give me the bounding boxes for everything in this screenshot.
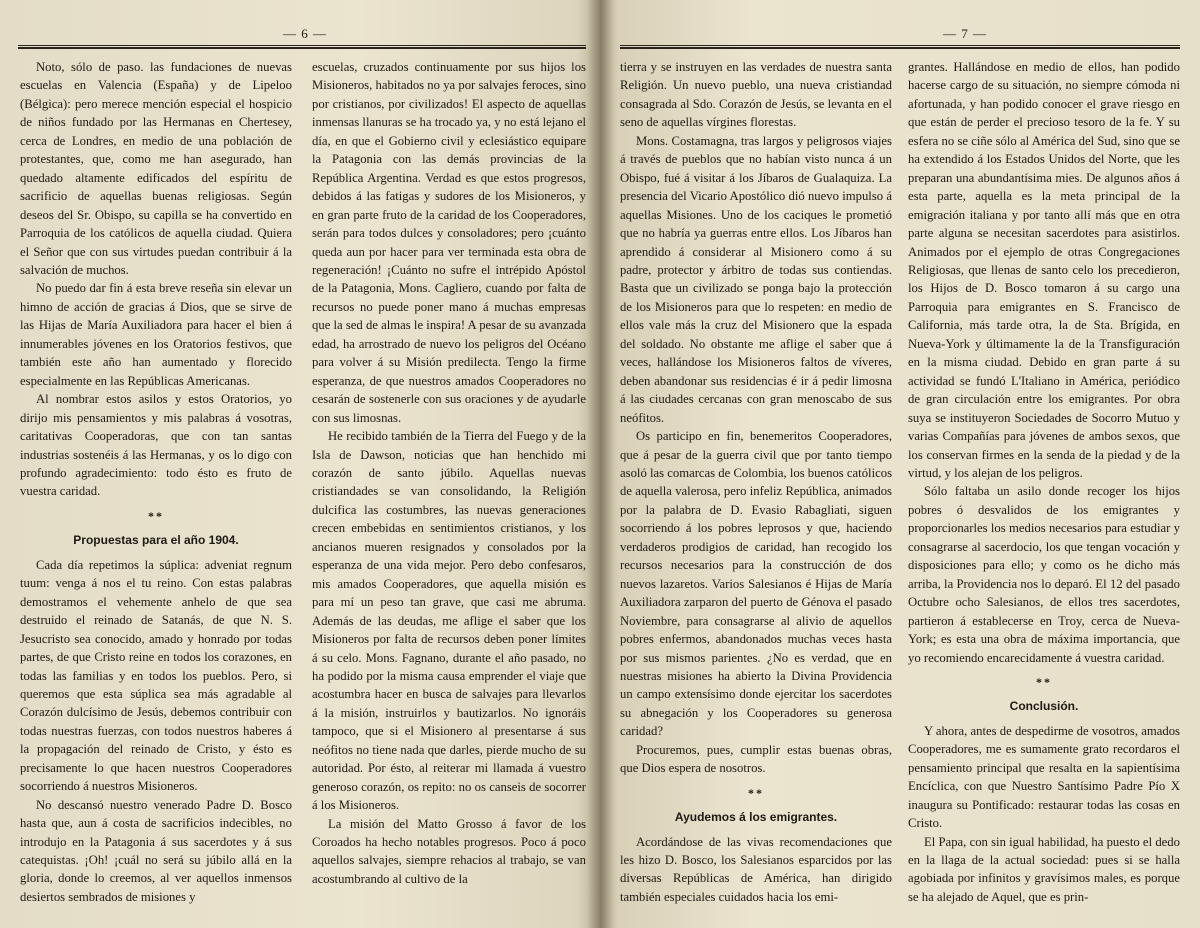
section-heading: Ayudemos á los emigrantes. <box>674 810 838 825</box>
paragraph: La misión del Matto Grosso á favor de los Coroados ha hecho notables progresos. Poco á poco aquellos salvajes, siempre rehacios al trabajo, se van acostumbrando al cultivo de la <box>312 816 586 886</box>
section-heading: Conclusión. <box>1009 699 1079 714</box>
paragraph: Sólo faltaba un asilo donde recoger los hijos pobres ó desvalidos de los emigrantes y proporcionarles los medios necesarios para estudiar y consagrarse al sacerdocio, los que tengan vocación y disposiciones para ello; y como os he dicho más arriba, la Providencia nos lo deparó. El 12 del pasado Octubre ocho Salesianos, de ellos tres sacerdotes, partieron á establecerse en Troy, cerca de Nueva-York; es esta una obra de máxima importancia, que yo recomiendo encarecidamente á vuestra caridad. <box>908 484 1180 665</box>
paragraph: Noto, sólo de paso. las fundaciones de nuevas escuelas en Valencia (España) y de Lipeloo (Bélgica): pero merece mención especial el hospicio de niños fundado por las Hermanas en Chertesey, cerca de Londres, en medio de una población de protestantes, que, como me han asegurado, han quedado altamente edificados del espíritu de sacrificio de aquellas buenas religiosas. Según deseos del Sr. Obispo, su capilla se ha convertido en Parroquia de los católicos de aquella ciudad. Quiera el Señor que con sus virtudes puedan contribuir á la salvación de muchos. <box>20 60 292 277</box>
paragraph: El Papa, con sin igual habilidad, ha puesto el dedo en la llaga de la actual sociedad: pues si se halla agobiada por infinitos y gravísimos males, es porque se ha alejado de Aquel, que es prin- <box>908 834 1180 904</box>
paragraph: He recibido también de la Tierra del Fuego y de la Isla de Dawson, noticias que han henchido mi corazón de santo júbilo. Aquellas nuevas cristiandades se van consolidando, la Religión dulcifica las costumbres, las nuevas generaciones crecen embebidas en sentimientos cristianos, y los ancianos mueren resignados y consolados por la esperanza de una vida mejor. Pero debo confesaros, mis amados Cooperadores, que aquella misión es para mí un peso tan grave, que casi me abruma. Además de las deudas, me aflige el saber que los Misioneros por falta de recursos deben poner límites á su celo. Mons. Fagnano, durante el año pasado, no ha podido por la misma causa emprender el viaje que acostumbra hacer en busca de salvajes para llevarlos á la misión, instruirlos y bautizarlos. No ignoráis tampoco, que si el Misionero al presentarse á sus neófitos no tiene nada que darles, pierde mucho de su autoridad. Por ésto, al reiterar mi llamada á vuestro generoso corazón, os repito: no os canseis de socorrer á los Misioneros. <box>312 429 586 813</box>
header-rule <box>18 45 586 49</box>
paragraph: Acordándose de las vivas recomendaciones que les hizo D. Bosco, los Salesianos esparcidos por las diversas Repúblicas de América, han dirigido también especiales cuidados hacia los emi- <box>620 834 892 904</box>
paragraph-continued: grantes. Hallándose en medio de ellos, han podido hacerse cargo de su situación, no siempre cómoda ni afortunada, y han podido conocer el grave riesgo en que están de perder el precioso tesoro de la fe. Y su esfera no se ciñe sólo al América del Sud, sino que se ha extendido á los Estados Unidos del Norte, que les preparan una abundantísima mies. De algunos años á esta parte, aquella es la meta principal de la emigración italiana y por tanto allí más que en otra parte alguna se necesitan sacerdotes para asistirlos. Animados por el ejemplo de otras Congregaciones Religiosas, que llenas de santo celo los precedieron, los Hijos de D. Bosco tomaron á su cargo una Parroquia para emigrantes en S. Francisco de California, más tarde otra, la de Sta. Brígida, en Nueva-York y últimamente la de la Transfiguración en la misma ciudad. Debido en gran parte á su actividad se fundó L'Italiano in América, periódico de gran circulación entre los emigrantes. Por obra suya se instituyeron Sociedades de Socorro Mutuo y varias Compañías para jóvenes de ambos sexos, que los conservan firmes en la senda de la piedad y de la virtud, y los alejan de los peligros. <box>908 60 1180 480</box>
paragraph: No puedo dar fin á esta breve reseña sin elevar un himno de acción de gracias á Dios, que se sirve de las Hijas de María Auxiliadora para hacer el bien á innumerables jóvenes en los Oratorios festivos, que también este año han aumentado y florecido especialmente en las Repúblicas Americanas. <box>20 281 292 388</box>
section-separator: ** <box>748 785 764 800</box>
page-number: — 6 — <box>283 26 327 41</box>
text-column <box>908 58 1180 906</box>
text-column <box>312 58 586 888</box>
section-separator: ** <box>1036 674 1052 689</box>
paragraph: Y ahora, antes de despedirme de vosotros, amados Cooperadores, me es sumamente grato recordaros el pensamiento principal que resalta en la sapientísima Encíclica, con que Nuestro Santísimo Padre Pío X inaugura su Pontificado: restaurar todas las cosas en Cristo. <box>908 723 1180 831</box>
paragraph: Mons. Costamagna, tras largos y peligrosos viajes á través de pueblos que no habían visto nunca á un Obispo, fué á visitar á los Jíbaros de Gualaquiza. La presencia del Vicario Apostólico dió nuevo impulso á aquellas Misiones. Uno de los caciques le prometió que no habría ya guerras entre ellos. Los Jíbaros han aprendido á considerar al Misionero como á su padre, protector y árbitro de todas sus contiendas. Basta que un civilizado se ponga bajo la protección de los Misioneros para que lo respeten: en medio de ellos vale más la cruz del Misionero que la espada del soldado. No obstante me aflige el saber que á veces, hallándose los Misioneros faltos de víveres, deben abandonar sus residencias é ir á pedir limosna á las ciudades cercanas con gran menoscabo de sus neófitos. <box>620 133 892 425</box>
paragraph-continued: escuelas, cruzados continuamente por sus hijos los Misioneros, habitados no ya por salvajes feroces, sino por cristianos, por civilizados! El aspecto de aquellas inmensas llanuras se ha trocado ya, y no está lejano el día, en que el Gobierno civil y eclesiástico equipare la Patagonia con las demás provincias de la República Argentina. Verdad es que estos progresos, debidos á las fatigas y sudores de los Misioneros, y en gran parte fruto de la caridad de los Cooperadores, serán para todos dulces y consoladores; pero ¡cuánto queda aun por hacer para ver terminada esta obra de regeneración! ¡Cuánto no sufre el intrépido Apóstol de la Patagonia, Mons. Cagliero, cuando por falta de recursos no puede poner mano á muchas empresas que la sed de almas le inspira! A pesar de su avanzada edad, ha arrostrado de nuevo los peligros del Océano para volver á su Misión predilecta. Tengo la firme esperanza, de que nuestros amados Cooperadores no cesarán de sostenerle con sus oraciones y de ayudarle con sus limosnas. <box>312 60 586 425</box>
paragraph: Cada día repetimos la súplica: adveniat regnum tuum: venga á nos el tu reino. Con estas palabras demostramos el vehemente anhelo de que sea destruido el reinado de Satanás, de que N. S. Jesucristo sea conocido, amado y honrado por todas partes, de que Cristo reine en todos los corazones, en todas las familias y en todos los pueblos. Pero, si queremos que esta súplica sea más agradable al Corazón dulcísimo de Jesús, debemos contribuir con todas nuestras fuerzas, con todos nuestros haberes á la propagación del reinado de Cristo, y ésto es precisamente lo que hacen nuestros Cooperadores socorriendo á nuestros Misioneros. <box>20 557 292 794</box>
paragraph: No descansó nuestro venerado Padre D. Bosco hasta que, aun á costa de sacrificios indecibles, no introdujo en la Patagonia á sus sacerdotes y á sus catequistas. ¡Oh! ¡cuál no será su júbilo allá en la gloria, donde lo creemos, al ver aquellos inmensos desiertos sembrados de misiones y <box>20 797 292 904</box>
right-page <box>600 0 1200 928</box>
paragraph: Al nombrar estos asilos y estos Oratorios, yo dirijo mis pensamientos y mis palabras á vosotras, caritativas Cooperadoras, que con tan santas industrias sostenéis á las Hermanas, y os lo digo con profundo agradecimiento: todo ésto es fruto de vuestra caridad. <box>20 392 292 499</box>
gutter-shadow <box>587 0 613 928</box>
text-column <box>620 58 892 906</box>
paragraph: Os participo en fin, benemeritos Cooperadores, que á pesar de la guerra civil que por tanto tiempo asoló las comarcas de Colombia, los buenos católicos de aquella valerosa, pero infeliz República, animados por la palabra de D. Evasio Rabagliati, siguen socorriendo á los pobres leprosos y que, haciendo verdaderos prodigios de caridad, han recogido los recursos necesarios para la construcción de dos nuevos lazaretos. Varios Salesianos é Hijas de María Auxiliadora zarparon del puerto de Génova el pasado Noviembre, para consagrarse al alivio de aquellos pobres enfermos, abandonados muchas veces hasta por sus mismos parientes. ¿No es verdad, que en nuestras misiones ha abierto la Divina Providencia un campo extensísimo donde ejercitar los sacerdotes su abnegación y los Cooperadores su generosa caridad? <box>620 429 893 739</box>
page-number: — 7 — <box>943 26 987 41</box>
text-column <box>20 58 292 906</box>
paragraph-continued: tierra y se instruyen en las verdades de nuestra santa Religión. Un nuevo pueblo, una nueva cristiandad consagrada al Sdo. Corazón de Jesús, se levanta en el seno de aquellas vírgines florestas. <box>620 60 892 130</box>
paragraph: Procuremos, pues, cumplir estas buenas obras, que Dios espera de nosotros. <box>620 742 892 776</box>
section-separator: ** <box>148 508 164 523</box>
header-rule <box>620 45 1180 49</box>
section-heading: Propuestas para el año 1904. <box>73 533 239 548</box>
